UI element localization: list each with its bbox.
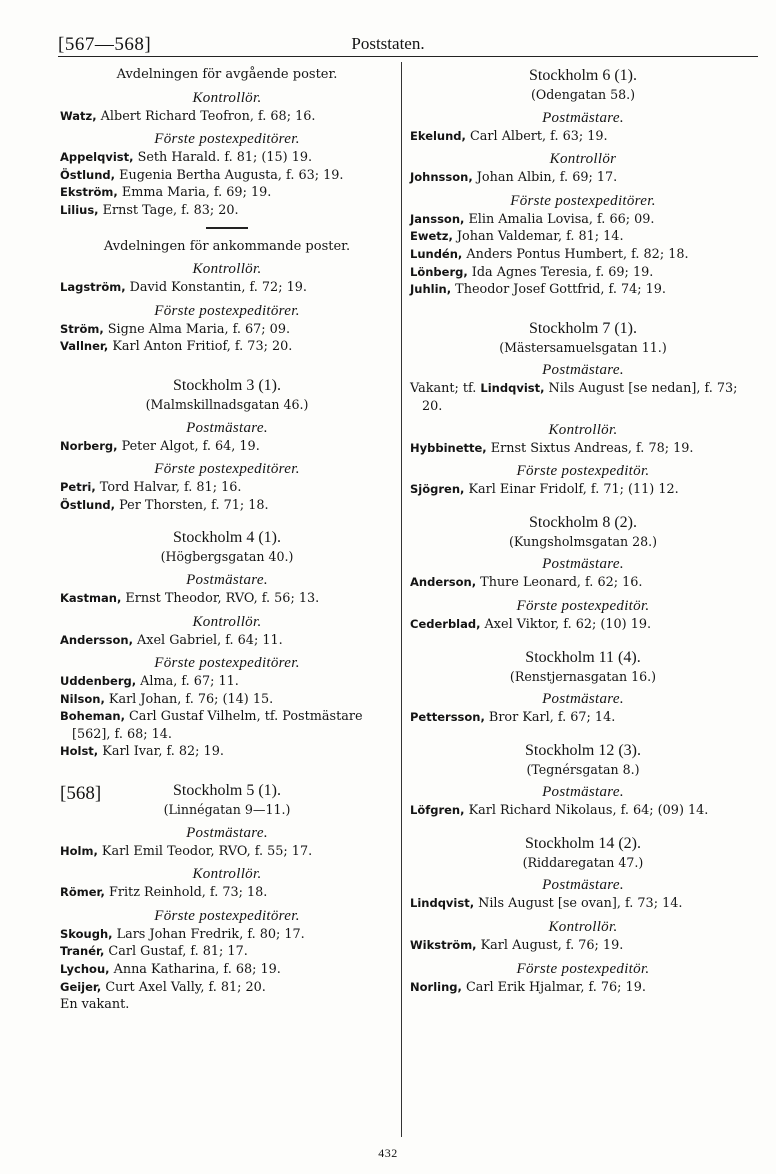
surname: Juhlin,	[410, 282, 452, 297]
staff-list	[60, 884, 394, 902]
staff-entry	[60, 149, 394, 167]
role-heading: Förste postexpeditör.	[516, 463, 650, 480]
entry-details: Karl August, f. 76; 19.	[476, 938, 624, 954]
staff-entry	[60, 202, 394, 220]
entry-details: Nils August [se nedan], f. 73; 20.	[422, 381, 738, 414]
entry-details: Nils August [se ovan], f. 73; 14.	[474, 896, 683, 912]
staff-entry	[60, 708, 394, 743]
staff-entry	[60, 479, 394, 497]
page-range-header: [567—568]	[58, 34, 152, 55]
vacancy-prefix: Vakant; tf.	[410, 381, 481, 397]
surname: Lindqvist,	[410, 896, 475, 911]
right-column	[410, 66, 756, 996]
role-heading: Postmästare.	[542, 691, 624, 708]
entry-details: Ida Agnes Teresia, f. 69; 19.	[467, 264, 654, 280]
entry-details: Carl Gustaf, f. 81; 17.	[104, 944, 248, 960]
staff-entry	[60, 590, 394, 608]
office-address: (Linnégatan 9—11.)	[163, 802, 291, 818]
staff-list	[410, 440, 756, 458]
staff-list	[60, 632, 394, 650]
staff-list	[60, 321, 394, 356]
staff-entry	[410, 802, 756, 820]
staff-entry	[410, 380, 756, 415]
office-address: (Renstjernasgatan 16.)	[509, 668, 657, 684]
office-title: Stockholm 14 (2).	[525, 834, 641, 852]
staff-entry	[60, 884, 394, 902]
entry-details: Per Thorsten, f. 71; 18.	[115, 497, 269, 513]
staff-entry	[410, 246, 756, 264]
surname: Boheman,	[60, 709, 125, 724]
surname: Nilson,	[60, 691, 105, 706]
entry-details: Signe Alma Maria, f. 67; 09.	[103, 321, 291, 337]
staff-entry	[60, 673, 394, 691]
entry-details: Curt Axel Vally, f. 81; 20.	[101, 979, 266, 995]
staff-entry	[410, 128, 756, 146]
role-heading: Postmästare.	[542, 109, 624, 126]
surname: Vallner,	[60, 339, 109, 354]
office-title: Stockholm 8 (2).	[529, 513, 637, 531]
surname: Römer,	[60, 885, 105, 900]
staff-list	[410, 128, 756, 146]
surname: Geijer,	[60, 979, 102, 994]
staff-list	[410, 979, 756, 997]
office-title: Stockholm 5 (1).	[173, 782, 281, 800]
left-column	[60, 66, 394, 1014]
office-address: (Malmskillnadsgatan 46.)	[145, 396, 309, 412]
surname: Östlund,	[60, 167, 116, 182]
entry-details: Karl Richard Nikolaus, f. 64; (09) 14.	[464, 803, 709, 819]
staff-entry	[410, 440, 756, 458]
staff-entry	[410, 979, 756, 997]
role-heading: Kontrollör.	[548, 919, 618, 936]
staff-entry	[410, 228, 756, 246]
entry-details: Johan Albin, f. 69; 17.	[472, 170, 618, 186]
surname: Holst,	[60, 744, 99, 759]
entry-details: Peter Algot, f. 64, 19.	[117, 438, 260, 454]
staff-entry	[60, 926, 394, 944]
office-title: Stockholm 12 (3).	[525, 741, 641, 759]
surname: Cederblad,	[410, 616, 481, 631]
entry-details: Axel Gabriel, f. 64; 11.	[132, 632, 283, 648]
staff-entry	[410, 937, 756, 955]
office-address: (Riddaregatan 47.)	[522, 854, 644, 870]
surname: Ewetz,	[410, 229, 453, 244]
margin-page-ref: [568]	[60, 783, 102, 805]
staff-list	[60, 149, 394, 219]
surname: Pettersson,	[410, 710, 485, 725]
staff-entry	[60, 943, 394, 961]
entry-details: Lars Johan Fredrik, f. 80; 17.	[112, 926, 305, 942]
staff-entry	[410, 169, 756, 187]
staff-entry	[60, 497, 394, 515]
entry-details: Ernst Sixtus Andreas, f. 78; 19.	[486, 440, 694, 456]
staff-entry	[60, 184, 394, 202]
entry-details: Albert Richard Teofron, f. 68; 16.	[96, 108, 316, 124]
office-address: (Tegnérsgatan 8.)	[526, 761, 640, 777]
entry-details: Carl Gustaf Vilhelm, tf. Postmästare [562], f. 68; 14.	[72, 709, 363, 742]
entry-details: Karl Emil Teodor, RVO, f. 55; 17.	[97, 843, 313, 859]
entry-details: Theodor Josef Gottfrid, f. 74; 19.	[451, 282, 666, 298]
staff-entry	[60, 843, 394, 861]
role-heading: Kontrollör.	[548, 421, 618, 438]
entry-details: Bror Karl, f. 67; 14.	[484, 710, 616, 726]
role-heading: Förste postexpeditörer.	[154, 461, 300, 478]
role-heading: Postmästare.	[542, 362, 624, 379]
page-number: 432	[378, 1146, 398, 1160]
surname: Skough,	[60, 926, 113, 941]
staff-entry	[410, 481, 756, 499]
role-heading: Kontrollör.	[192, 866, 262, 883]
entry-details: Anders Pontus Humbert, f. 82; 18.	[462, 246, 689, 262]
staff-list	[60, 479, 394, 514]
staff-list	[60, 279, 394, 297]
surname: Hybbinette,	[410, 440, 487, 455]
surname: Ekelund,	[410, 128, 466, 143]
staff-list	[60, 438, 394, 456]
role-heading: Postmästare.	[186, 419, 268, 436]
staff-list	[410, 481, 756, 499]
entry-details: Carl Erik Hjalmar, f. 76; 19.	[461, 979, 646, 995]
entry-details: Eugenia Bertha Augusta, f. 63; 19.	[115, 167, 344, 183]
entry-details: Ernst Theodor, RVO, f. 56; 13.	[121, 590, 320, 606]
entry-details: Seth Harald. f. 81; (15) 19.	[133, 150, 313, 166]
entry-details: Karl Anton Fritiof, f. 73; 20.	[108, 339, 293, 355]
role-heading: Postmästare.	[542, 556, 624, 573]
entry-details: Karl Johan, f. 76; (14) 15.	[104, 691, 274, 707]
staff-entry	[410, 264, 756, 282]
staff-list	[410, 895, 756, 913]
surname: Jansson,	[410, 211, 465, 226]
staff-entry	[60, 108, 394, 126]
office-address: (Odengatan 58.)	[530, 87, 636, 102]
vacancy-note: En vakant.	[60, 997, 130, 1013]
surname: Uddenberg,	[60, 674, 137, 689]
role-heading: Kontrollör.	[192, 89, 262, 106]
role-heading: Kontrollör.	[192, 261, 262, 278]
staff-list	[60, 926, 394, 996]
surname: Norberg,	[60, 438, 118, 453]
staff-list	[410, 169, 756, 187]
section-rule	[206, 227, 248, 229]
surname: Andersson,	[60, 632, 133, 647]
staff-list	[60, 843, 394, 861]
entry-details: Emma Maria, f. 69; 19.	[117, 185, 272, 201]
header-rule	[58, 56, 758, 57]
entry-details: Thure Leonard, f. 62; 16.	[476, 575, 643, 591]
entry-details: David Konstantin, f. 72; 19.	[125, 280, 307, 296]
entry-details: Carl Albert, f. 63; 19.	[465, 128, 608, 144]
surname: Ström,	[60, 321, 104, 336]
staff-entry	[60, 979, 394, 997]
surname: Kastman,	[60, 590, 122, 605]
surname: Wikström,	[410, 938, 477, 953]
staff-list	[410, 937, 756, 955]
entry-details: Johan Valdemar, f. 81; 14.	[452, 229, 624, 245]
staff-entry	[60, 743, 394, 761]
role-heading: Förste postexpeditör.	[516, 597, 650, 614]
role-heading: Förste postexpeditörer.	[510, 192, 656, 209]
entry-details: Karl Einar Fridolf, f. 71; (11) 12.	[464, 482, 679, 498]
entry-details: Ernst Tage, f. 83; 20.	[98, 202, 239, 218]
office-address: (Kungsholmsgatan 28.)	[508, 533, 658, 549]
surname: Norling,	[410, 979, 462, 994]
staff-entry	[60, 438, 394, 456]
staff-list	[410, 616, 756, 634]
entry-details: Fritz Reinhold, f. 73; 18.	[104, 885, 268, 901]
role-heading: Förste postexpeditörer.	[154, 302, 300, 319]
surname: Lagström,	[60, 280, 126, 295]
office-title: Stockholm 3 (1).	[173, 376, 281, 394]
staff-entry	[60, 321, 394, 339]
section-title: Avdelningen för avgående poster.	[116, 67, 338, 82]
staff-entry	[60, 279, 394, 297]
staff-list	[410, 574, 756, 592]
staff-list	[410, 802, 756, 820]
surname: Holm,	[60, 843, 98, 858]
role-heading: Förste postexpeditör.	[516, 960, 650, 977]
office-title: Stockholm 4 (1).	[173, 529, 281, 547]
staff-list	[60, 673, 394, 761]
surname: Lönberg,	[410, 264, 468, 279]
staff-entry	[60, 167, 394, 185]
staff-entry	[410, 895, 756, 913]
staff-entry	[410, 616, 756, 634]
office-title: Stockholm 11 (4).	[525, 648, 641, 666]
surname: Ekström,	[60, 185, 118, 200]
staff-entry	[410, 211, 756, 229]
entry-details: Karl Ivar, f. 82; 19.	[98, 744, 224, 760]
surname: Lindqvist,	[480, 381, 545, 396]
entry-details: Tord Halvar, f. 81; 16.	[95, 480, 242, 496]
entry-details: Alma, f. 67; 11.	[136, 674, 239, 690]
role-heading: Postmästare.	[542, 877, 624, 894]
surname: Watz,	[60, 108, 97, 123]
surname: Tranér,	[60, 944, 105, 959]
surname: Östlund,	[60, 497, 116, 512]
office-title: Stockholm 7 (1).	[529, 319, 637, 337]
office-address: (Högbergsgatan 40.)	[160, 549, 294, 565]
role-heading: Förste postexpeditörer.	[154, 907, 300, 924]
surname: Sjögren,	[410, 482, 465, 497]
role-heading: Förste postexpeditörer.	[154, 655, 300, 672]
staff-entry	[60, 961, 394, 979]
role-heading: Förste postexpeditörer.	[154, 131, 300, 148]
role-heading: Kontrollör	[549, 151, 617, 168]
surname: Lilius,	[60, 202, 99, 217]
office-address: (Mästersamuelsgatan 11.)	[499, 339, 667, 355]
role-heading: Postmästare.	[186, 824, 268, 841]
running-title: Poststaten.	[351, 34, 425, 53]
surname: Lychou,	[60, 962, 110, 977]
role-heading: Kontrollör.	[192, 613, 262, 630]
entry-details: Axel Viktor, f. 62; (10) 19.	[480, 616, 652, 632]
surname: Lundén,	[410, 246, 463, 261]
entry-details: Anna Katharina, f. 68; 19.	[109, 962, 281, 978]
staff-entry	[60, 338, 394, 356]
staff-entry	[410, 574, 756, 592]
surname: Anderson,	[410, 575, 477, 590]
staff-entry	[60, 632, 394, 650]
section-title: Avdelningen för ankommande poster.	[103, 238, 351, 254]
surname: Löfgren,	[410, 803, 465, 818]
role-heading: Postmästare.	[186, 571, 268, 588]
staff-entry	[60, 691, 394, 709]
entry-details: Elin Amalia Lovisa, f. 66; 09.	[464, 211, 655, 227]
staff-entry	[60, 108, 394, 126]
surname: Johnsson,	[410, 170, 473, 185]
surname: Appelqvist,	[60, 150, 134, 165]
staff-entry	[410, 709, 756, 727]
column-divider	[401, 62, 402, 1137]
staff-list	[60, 590, 394, 608]
office-title: Stockholm 6 (1).	[529, 67, 637, 84]
surname: Petri,	[60, 480, 96, 495]
role-heading: Postmästare.	[542, 784, 624, 801]
staff-list	[410, 211, 756, 299]
staff-list	[410, 709, 756, 727]
staff-entry	[410, 281, 756, 299]
